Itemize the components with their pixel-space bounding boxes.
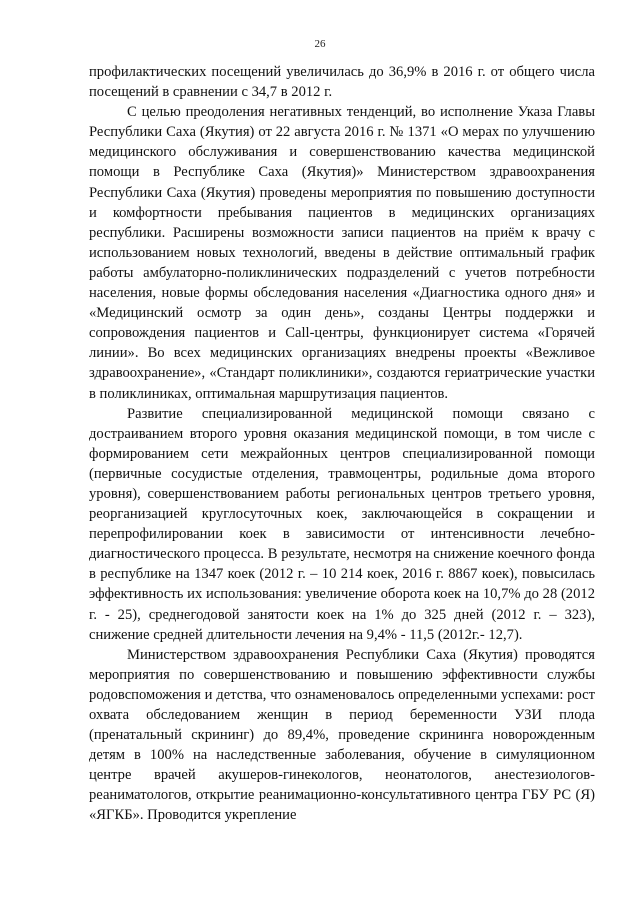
document-body (89, 62, 595, 826)
paragraph-specialized-care: Развитие специализированной медицинской помощи связано с достраиванием второго уровня оказания медицинской помощи, в том числе с формированием сети межрайонных центров специализированной помощи (первичные сосудистые отделения, травмоцентры, родильные дома второго уровня), совершенствованием работы региональных центров третьего уровня, реорганизацией круглосуточных коек, заключающейся в сокращении и перепрофилировании коек в зависимости от интенсивности лечебно-диагностического процесса. В результате, несмотря на снижение коечного фонда в республике на 1347 коек (2012 г. – 10 214 коек, 2016 г. 8867 коек), повысилась эффективность их использования: увеличение оборота коек на 10,7% до 28 (2012 г. - 25), среднегодовой занятости коек на 1% до 325 дней (2012 г. – 323), снижение средней длительности лечения на 9,4% - 11,5 (2012г.- 12,7). (89, 405, 595, 643)
paragraph-decree-measures: С целью преодоления негативных тенденций, во исполнение Указа Главы Республики Саха (Якутия) от 22 августа 2016 г. № 1371 «О мерах по улучшению медицинского обслуживания и совершенствованию качества медицинской помощи в Республике Саха (Якутия)» Министерством здравоохранения Республики Саха (Якутия) проведены мероприятия по повышению доступности и комфортности пребывания пациентов в медицинских организациях республики. Расширены возможности записи пациентов на приём к врачу с использованием новых технологий, введены в действие оптимальный график работы амбулаторно-поликлинических подразделений с учетов потребности населения, новые формы обследования населения «Диагностика одного дня» и «Медицинский осмотр за один день», созданы Центры поддержки и сопровождения пациентов и Call-центры, функционирует система «Горячей линии». Во всех медицинских организациях внедрены проекты «Вежливое здравоохранение», «Стандарт поликлиники», создаются гериатрические участки в поликлиниках, оптимальная маршрутизация пациентов. (89, 104, 595, 402)
paragraph-continuation: профилактических посещений увеличилась до 36,9% в 2016 г. от общего числа посещений в сравнении с 34,7 в 2012 г. (89, 64, 595, 101)
paragraph-maternity-services: Министерством здравоохранения Республики Саха (Якутия) проводятся мероприятия по совершенствованию и повышению эффективности службы родовспоможения и детства, что ознаменовалось определенными успехами: рост охвата обследованием женщин в период беременности УЗИ плода (пренатальный скрининг) до 89,4%, проведение скрининга новорожденным детям в 100% на наследственные заболевания, обучение в симуляционном центре врачей акушеров-гинекологов, неонатологов, анестезиологов-реаниматологов, открытие реанимационно-консультативного центра ГБУ РС (Я) «ЯГКБ». Проводится укрепление (89, 646, 595, 824)
page-number: 26 (314, 38, 326, 50)
